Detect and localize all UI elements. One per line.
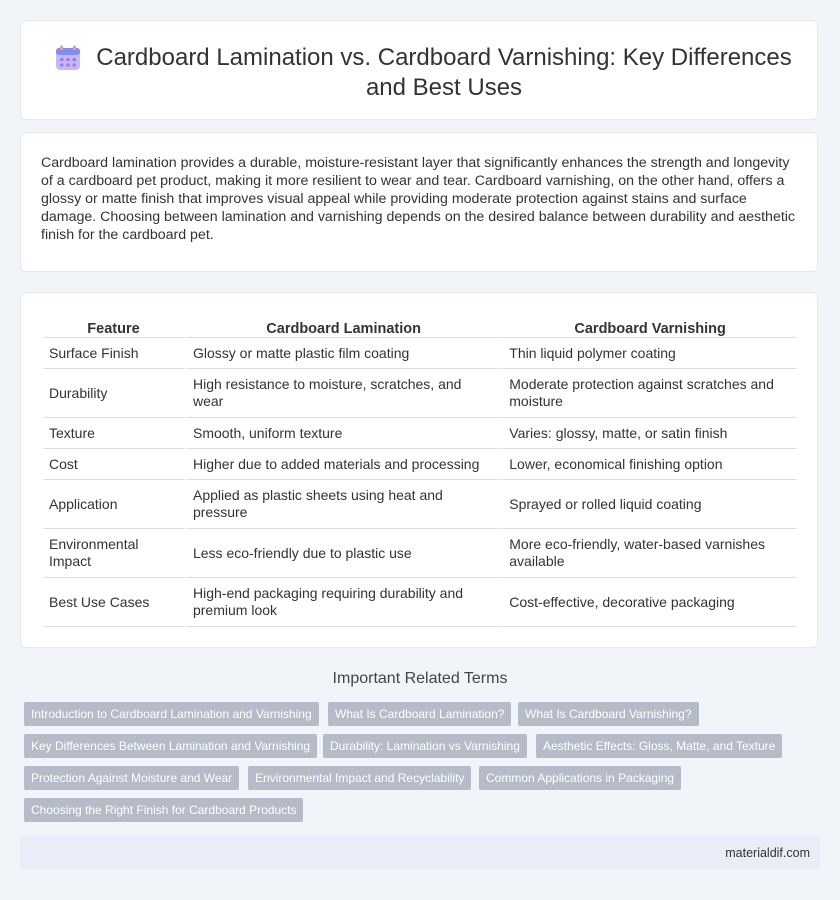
related-tag[interactable]: Introduction to Cardboard Lamination and Varnishing — [24, 702, 319, 726]
intro-paragraph: Cardboard lamination provides a durable, moisture-resistant layer that significantly enhances the strength and longevity of a cardboard pet product, making it more resilient to wear and tear. Cardboard varnishing, on the other hand, offers a glossy or matte finish that improves visual appeal while providing moderate protection against stains and surface damage. Choosing between lamination and varnishing depends on the desired balance between durability and aesthetic finish for the cardboard pet. — [41, 155, 796, 243]
page-title: Cardboard Lamination vs. Cardboard Varnishing: Key Differences and Best Uses — [96, 44, 792, 101]
lamination-cell: High resistance to moisture, scratches, and wear — [184, 369, 500, 418]
feature-cell: Surface Finish — [43, 338, 184, 369]
related-tag[interactable]: Environmental Impact and Recyclability — [248, 766, 471, 790]
lamination-cell: Applied as plastic sheets using heat and pressure — [184, 480, 500, 529]
header-lamination: Cardboard Lamination — [184, 317, 500, 338]
varnishing-cell: Moderate protection against scratches and moisture — [500, 369, 797, 418]
feature-cell: Best Use Cases — [43, 578, 184, 627]
related-tag[interactable]: Protection Against Moisture and Wear — [24, 766, 239, 790]
feature-cell: Environmental Impact — [43, 529, 184, 578]
lamination-cell: Smooth, uniform texture — [184, 418, 500, 449]
related-tag[interactable]: Common Applications in Packaging — [479, 766, 681, 790]
table-row — [43, 418, 797, 449]
varnishing-cell: Varies: glossy, matte, or satin finish — [500, 418, 797, 449]
varnishing-cell: Sprayed or rolled liquid coating — [500, 480, 797, 529]
related-tag[interactable]: Aesthetic Effects: Gloss, Matte, and Texture — [536, 734, 782, 758]
related-tag[interactable]: Durability: Lamination vs Varnishing — [323, 734, 527, 758]
calendar-grid-icon — [55, 45, 81, 71]
footer — [20, 836, 820, 870]
lamination-cell: Less eco-friendly due to plastic use — [184, 529, 500, 578]
lamination-cell: High-end packaging requiring durability and premium look — [184, 578, 500, 627]
lamination-cell: Higher due to added materials and processing — [184, 449, 500, 480]
header-card — [20, 20, 818, 120]
varnishing-cell: Cost-effective, decorative packaging — [500, 578, 797, 627]
table-row — [43, 449, 797, 480]
related-tag[interactable]: What Is Cardboard Lamination? — [328, 702, 511, 726]
table-row — [43, 529, 797, 578]
table-row — [43, 338, 797, 369]
varnishing-cell: Lower, economical finishing option — [500, 449, 797, 480]
varnishing-cell: Thin liquid polymer coating — [500, 338, 797, 369]
footer-site-link[interactable]: materialdif.com — [725, 846, 810, 860]
feature-cell: Application — [43, 480, 184, 529]
header-varnishing: Cardboard Varnishing — [500, 317, 797, 338]
related-tag[interactable]: What Is Cardboard Varnishing? — [518, 702, 699, 726]
header-feature: Feature — [43, 317, 184, 338]
table-row — [43, 369, 797, 418]
comparison-table — [43, 317, 797, 627]
related-tag[interactable]: Choosing the Right Finish for Cardboard Products — [24, 798, 303, 822]
intro-card — [20, 132, 818, 272]
comparison-table-card — [20, 292, 818, 648]
related-terms-title: Important Related Terms — [332, 670, 508, 687]
table-row — [43, 578, 797, 627]
lamination-cell: Glossy or matte plastic film coating — [184, 338, 500, 369]
related-tag[interactable]: Key Differences Between Lamination and Varnishing — [24, 734, 317, 758]
feature-cell: Texture — [43, 418, 184, 449]
feature-cell: Cost — [43, 449, 184, 480]
varnishing-cell: More eco-friendly, water-based varnishes available — [500, 529, 797, 578]
table-header-row — [43, 317, 797, 338]
table-row — [43, 480, 797, 529]
feature-cell: Durability — [43, 369, 184, 418]
